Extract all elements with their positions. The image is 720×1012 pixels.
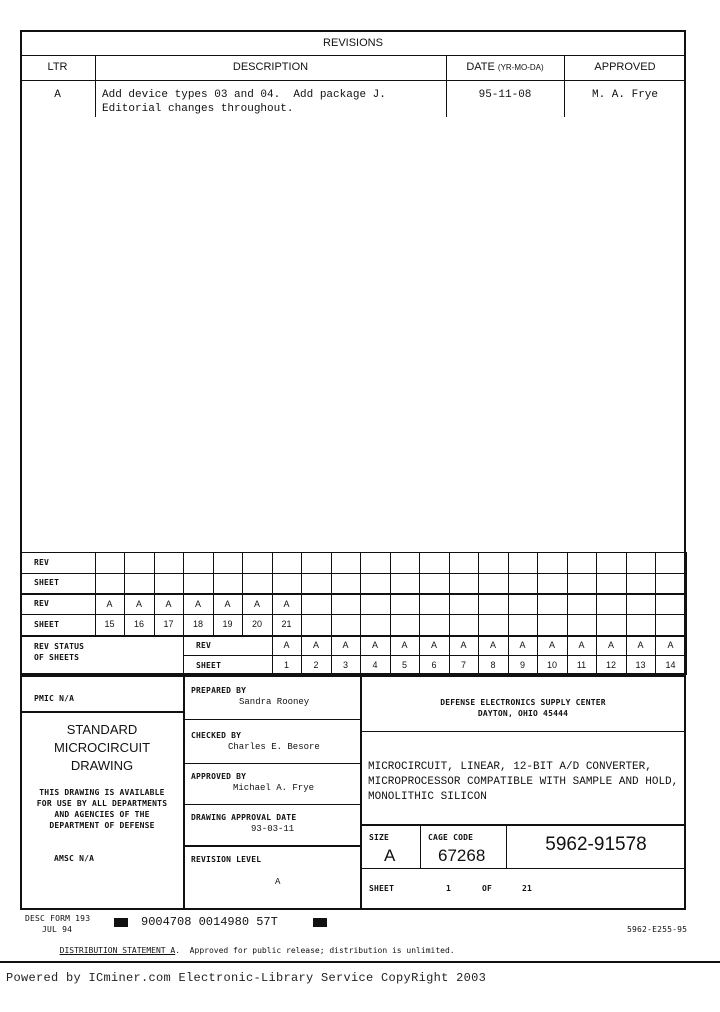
lower-rev-cell: A <box>489 640 496 650</box>
lower-rev-cell: A <box>401 640 408 650</box>
revision-row-date: 95-11-08 <box>478 89 532 101</box>
std-title-2: MICROCIRCUIT <box>53 740 151 755</box>
lower-sheet-cell: 8 <box>490 660 496 670</box>
drawing-title-3: MONOLITHIC SILICON <box>368 791 487 803</box>
lower-sheet-cell: 12 <box>605 660 616 670</box>
pmic-label: PMIC N/A <box>34 694 75 703</box>
revision-row-desc-1: Add device types 03 and 04. Add package J. <box>102 89 386 101</box>
amsc-label: AMSC N/A <box>54 854 95 863</box>
distribution-statement <box>50 937 455 955</box>
lower-sheet-cell: 9 <box>519 660 525 670</box>
cage-code-label: CAGE CODE <box>428 833 474 842</box>
upper-sheet-label: SHEET <box>34 578 60 587</box>
revision-level-label: REVISION LEVEL <box>191 855 262 864</box>
approved-by-name: Michael A. Frye <box>233 783 315 793</box>
lower-sheet-cell: 14 <box>665 660 676 670</box>
upper-sheet-cell: 19 <box>222 619 233 629</box>
upper-sheet-cell: 21 <box>281 619 292 629</box>
availability-note-1: THIS DRAWING IS AVAILABLE <box>39 788 165 797</box>
lower-sheet-cell: 13 <box>635 660 646 670</box>
lower-sheet-cell: 1 <box>283 660 289 670</box>
revisions-title: REVISIONS <box>323 37 383 49</box>
lower-rev-cell: A <box>283 640 290 650</box>
header-date-format: (YR-MO-DA) <box>497 63 544 72</box>
std-title-1: STANDARD <box>66 722 138 737</box>
document-number: 5962-91578 <box>545 834 647 855</box>
upper-sheet-cell: 16 <box>133 619 144 629</box>
lower-rev-cell: A <box>342 640 349 650</box>
upper-rev-cell: A <box>283 599 290 609</box>
checked-by-name: Charles E. Besore <box>228 742 320 752</box>
upper-sheet-cell: 15 <box>104 619 115 629</box>
barcode-text: 9004708 0014980 57T <box>141 915 278 929</box>
lower-rev-cell: A <box>607 640 614 650</box>
upper-rev-cell: A <box>165 599 172 609</box>
lower-rev-cell: A <box>578 640 585 650</box>
size-label: SIZE <box>369 833 390 842</box>
lower-sheet-cell: 7 <box>460 660 466 670</box>
sheet-value: 1 <box>446 884 452 893</box>
distribution-text: . Approved for public release; distribution is unlimited. <box>175 946 455 955</box>
rev-status-label-1: REV STATUS <box>34 642 85 651</box>
upper-rev-cell: A <box>253 599 260 609</box>
upper-rev-label: REV <box>34 558 50 567</box>
form-number: DESC FORM 193 <box>25 914 91 923</box>
revision-row-desc-2: Editorial changes throughout. <box>102 103 294 115</box>
revisions-table <box>20 30 686 675</box>
upper-rev-cell: A <box>224 599 231 609</box>
lower-sheet-cell: 11 <box>576 660 587 670</box>
lower-rev-cell: A <box>667 640 674 650</box>
upper-sheet-cell: 17 <box>163 619 174 629</box>
upper-rev-cell: A <box>106 599 113 609</box>
cage-code-value: 67268 <box>438 846 486 865</box>
approved-by-label: APPROVED BY <box>191 772 247 781</box>
form-date: JUL 94 <box>42 925 73 934</box>
std-title-3: DRAWING <box>70 758 134 773</box>
lower-sheet-cell: 10 <box>546 660 557 670</box>
approval-date-value: 93-03-11 <box>251 824 295 834</box>
prepared-by-name: Sandra Rooney <box>239 697 310 707</box>
checked-by-label: CHECKED BY <box>191 731 242 740</box>
lower-rev-cell: A <box>371 640 378 650</box>
revision-row-approved: M. A. Frye <box>591 89 658 101</box>
header-date-label: DATE <box>466 61 495 73</box>
header-date <box>446 61 564 73</box>
drawing-title-1: MICROCIRCUIT, LINEAR, 12-BIT A/D CONVERTER, <box>368 761 652 773</box>
barcode-block-right <box>313 918 327 927</box>
upper-sheet-cell: 18 <box>192 619 203 629</box>
availability-note-2: FOR USE BY ALL DEPARTMENTS <box>36 799 168 808</box>
sheet-label: SHEET <box>369 884 395 893</box>
agency-line-2: DAYTON, OHIO 45444 <box>477 709 569 718</box>
lower-rev-cell: A <box>312 640 319 650</box>
upper-sheet-cell: 20 <box>251 619 262 629</box>
upper-sheet2-label: SHEET <box>34 620 60 629</box>
prepared-by-label: PREPARED BY <box>191 686 247 695</box>
upper-rev2-label: REV <box>34 599 50 608</box>
upper-rev-cell: A <box>135 599 142 609</box>
availability-note-4: DEPARTMENT OF DEFENSE <box>49 821 155 830</box>
size-value: A <box>384 846 396 865</box>
revision-row-ltr: A <box>54 89 61 101</box>
of-value: 21 <box>522 884 533 893</box>
lower-rev-cell: A <box>637 640 644 650</box>
drawing-title-2: MICROPROCESSOR COMPATIBLE WITH SAMPLE AND HOLD, <box>368 776 679 788</box>
lower-rev-cell: A <box>519 640 526 650</box>
lower-rev-cell: A <box>430 640 437 650</box>
lower-rev-label: REV <box>196 641 212 650</box>
upper-rev-cell: A <box>194 599 201 609</box>
header-approved: APPROVED <box>594 61 656 73</box>
approval-date-label: DRAWING APPROVAL DATE <box>191 813 297 822</box>
lower-sheet-cell: 5 <box>401 660 407 670</box>
lower-sheet-label: SHEET <box>196 661 222 670</box>
header-ltr: LTR <box>47 61 68 73</box>
rev-status-label-2: OF SHEETS <box>34 653 80 662</box>
document-reference: 5962-E255-95 <box>627 925 688 934</box>
lower-sheet-cell: 6 <box>431 660 437 670</box>
revision-level-value: A <box>275 877 281 887</box>
lower-sheet-cell: 4 <box>372 660 378 670</box>
lower-sheet-cell: 2 <box>313 660 319 670</box>
lower-rev-cell: A <box>548 640 555 650</box>
header-description: DESCRIPTION <box>232 61 309 73</box>
availability-note-3: AND AGENCIES OF THE <box>54 810 150 819</box>
agency-line-1: DEFENSE ELECTRONICS SUPPLY CENTER <box>440 698 606 707</box>
lower-sheet-cell: 3 <box>342 660 348 670</box>
powered-by-banner: Powered by ICminer.com Electronic-Library Service CopyRight 2003 <box>6 971 487 985</box>
lower-rev-cell: A <box>460 640 467 650</box>
barcode-block-left <box>114 918 128 927</box>
distribution-label: DISTRIBUTION STATEMENT A <box>59 946 176 955</box>
of-label: OF <box>482 884 493 893</box>
